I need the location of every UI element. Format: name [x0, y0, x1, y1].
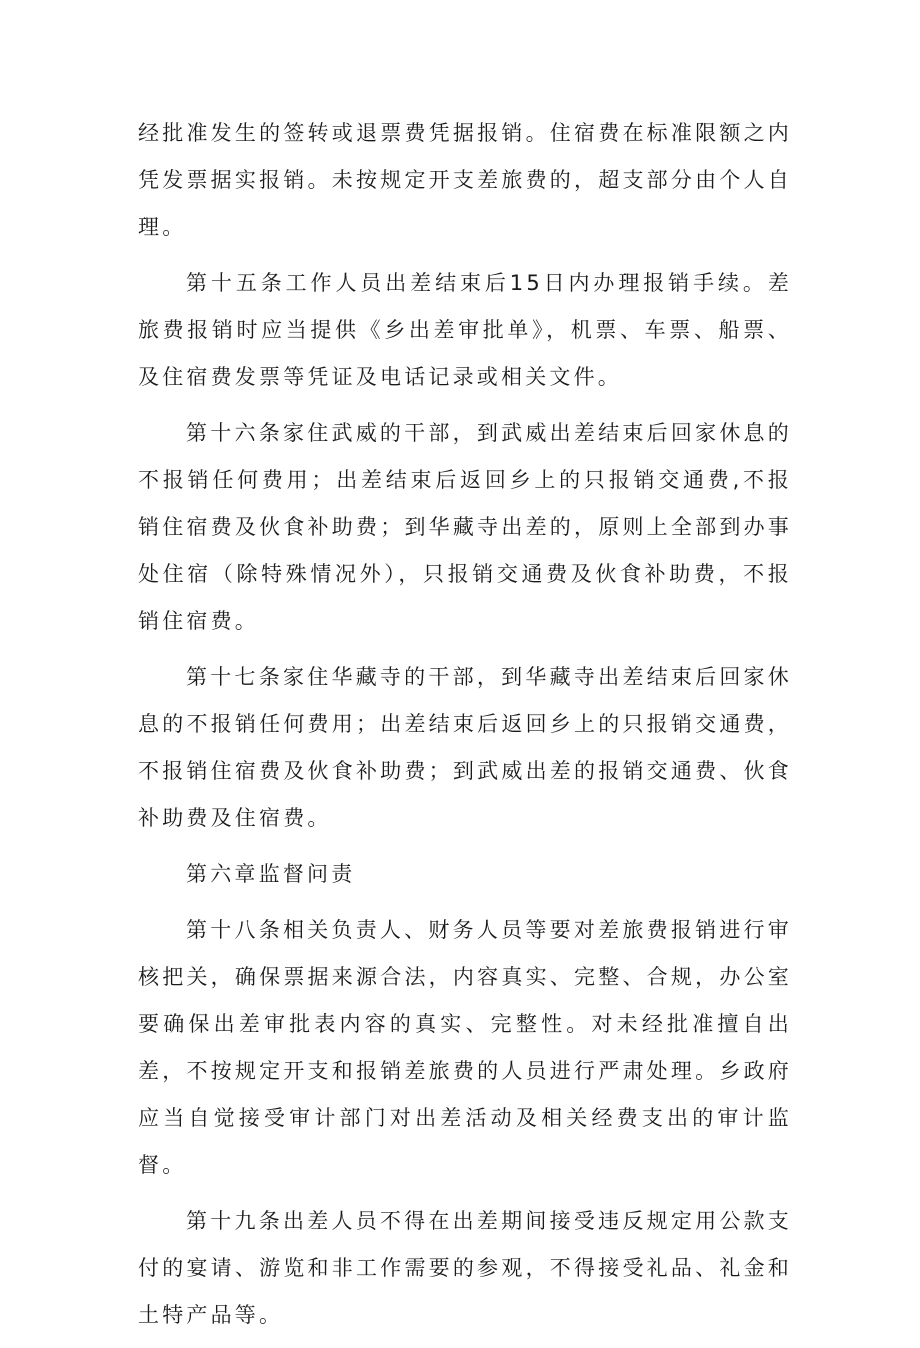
paragraph-article-15: 第十五条工作人员出差结束后15日内办理报销手续。差旅费报销时应当提供《乡出差审批单》，机票、车票、船票、及住宿费发票等凭证及电话记录或相关文件。 [138, 271, 792, 389]
paragraph-article-18: 第十八条相关负责人、财务人员等要对差旅费报销进行审核把关，确保票据来源合法，内容真实、完整、合规，办公室要确保出差审批表内容的真实、完整性。对未经批准擅自出差，不按规定开支和报销差旅费的人员进行严肃处理。乡政府应当自觉接受审计部门对出差活动及相关经费支出的审计监督。 [138, 918, 792, 1177]
document-page [138, 110, 792, 1348]
paragraph-article-16: 第十六条家住武威的干部，到武威出差结束后回家休息的不报销任何费用；出差结束后返回乡上的只报销交通费,不报销住宿费及伙食补助费；到华藏寺出差的，原则上全部到办事处住宿（除特殊情况外），只报销交通费及伙食补助费，不报销住宿费。 [138, 421, 792, 633]
paragraph-article-19: 第十九条出差人员不得在出差期间接受违反规定用公款支付的宴请、游览和非工作需要的参观，不得接受礼品、礼金和土特产品等。 [138, 1209, 792, 1327]
chapter-heading: 第六章监督问责 [186, 862, 356, 886]
paragraph-article-17: 第十七条家住华藏寺的干部，到华藏寺出差结束后回家休息的不报销任何费用；出差结束后返回乡上的只报销交通费，不报销住宿费及伙食补助费；到武威出差的报销交通费、伙食补助费及住宿费。 [138, 665, 792, 830]
paragraph-continuation: 经批准发生的签转或退票费凭据报销。住宿费在标准限额之内凭发票据实报销。未按规定开支差旅费的，超支部分由个人自理。 [138, 121, 792, 239]
